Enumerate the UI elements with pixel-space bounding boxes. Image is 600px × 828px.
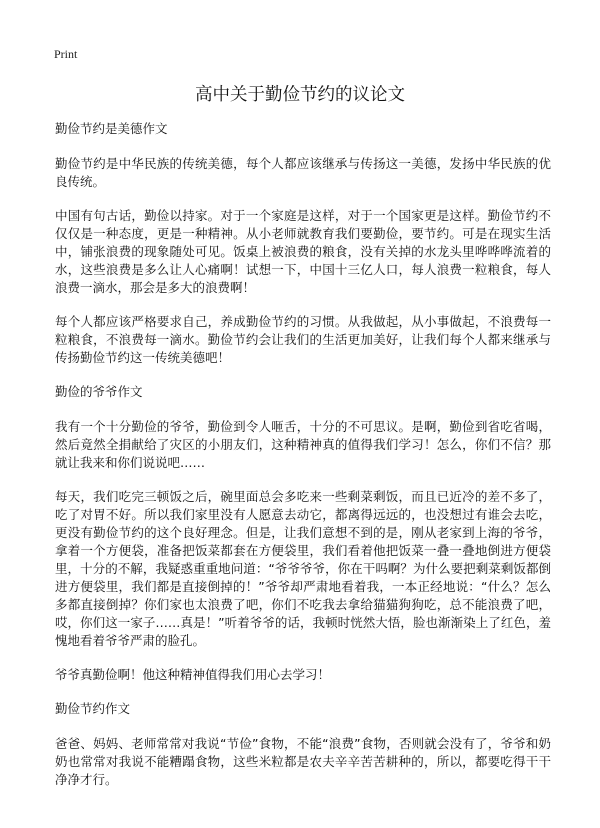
section-heading: 勤俭节约是美德作文 (55, 121, 168, 136)
section-heading: 勤俭节约作文 (55, 701, 131, 716)
section-heading: 勤俭的爷爷作文 (55, 384, 143, 399)
print-link[interactable]: Print (54, 47, 78, 61)
paragraph: 每个人都应该严格要求自己，养成勤俭节约的习惯。从我做起，从小事做起，不浪费每一粒粮食，不浪费每一滴水。勤俭节约会让我们的生活更加美好，让我们每个人都来继承与传扬勤俭节约这一传统美德吧！ (55, 314, 551, 365)
paragraph: 中国有句古话，勤俭以持家。对于一个家庭是这样，对于一个国家更是这样。勤俭节约不仅仅是一种态度，更是一种精神。从小老师就教育我们要勤俭，要节约。可是在现实生活中，铺张浪费的现象随处可见。饭桌上被浪费的粮食，没有关掉的水龙头里哗哗哗流着的水，这些浪费是多么让人心痛啊！试想一下，中国十三亿人口，每人浪费一粒粮食，每人浪费一滴水，那会是多大的浪费啊！ (55, 208, 551, 295)
document-title: 高中关于勤俭节约的议论文 (195, 85, 405, 105)
paragraph: 我有一个十分勤俭的爷爷，勤俭到令人咂舌，十分的不可思议。是啊，勤俭到省吃省喝，然后竟然全捐献给了灾区的小朋友们，这种精神真的值得我们学习！怎么，你们不信？那就让我来和你们说说吧…… (55, 419, 551, 470)
essay-section-2 (55, 383, 551, 684)
paragraph: 每天，我们吃完三顿饭之后，碗里面总会多吃来一些剩菜剩饭，而且已近冷的差不多了，吃了对胃不好。所以我们家里没有人愿意去动它，都离得远远的，也没想过有谁会去吃，更没有勤俭节约的这个良好理念。但是，让我们意想不到的是，刚从老家到上海的爷爷，拿着一个方便袋，准备把饭菜都套在方便袋里，我们看着他把饭菜一叠一叠地倒进方便袋里，十分的不解，我疑惑重重地问道：“爷爷爷爷，你在干吗啊？为什么要把剩菜剩饭都倒进方便袋里，我们都是直接倒掉的！”爷爷却严肃地看着我，一本正经地说：“什么？怎么多都直接倒掉？你们家也太浪费了吧，你们不吃我去拿给猫猫狗狗吃，总不能浪费了吧，哎，你们这一家子……真是！”听着爷爷的话，我顿时恍然大悟，脸也渐渐染上了红色，羞愧地看着爷爷严肃的脸孔。 (55, 489, 551, 648)
paragraph: 勤俭节约是中华民族的传统美德，每个人都应该继承与传扬这一美德，发扬中华民族的优良传统。 (55, 156, 551, 189)
paragraph: 爸爸、妈妈、老师常常对我说“节俭”食物，不能“浪费”食物，否则就会没有了，爷爷和奶奶也常常对我说不能糟蹋食物，这些米粒都是农夫辛辛苦苦耕种的，所以，都要吃得干干净净才行。 (55, 736, 551, 787)
document-body (55, 120, 551, 805)
essay-section-3 (55, 700, 551, 789)
essay-section-1 (55, 120, 551, 367)
paragraph: 爷爷真勤俭啊！他这种精神值得我们用心去学习！ (55, 667, 331, 682)
